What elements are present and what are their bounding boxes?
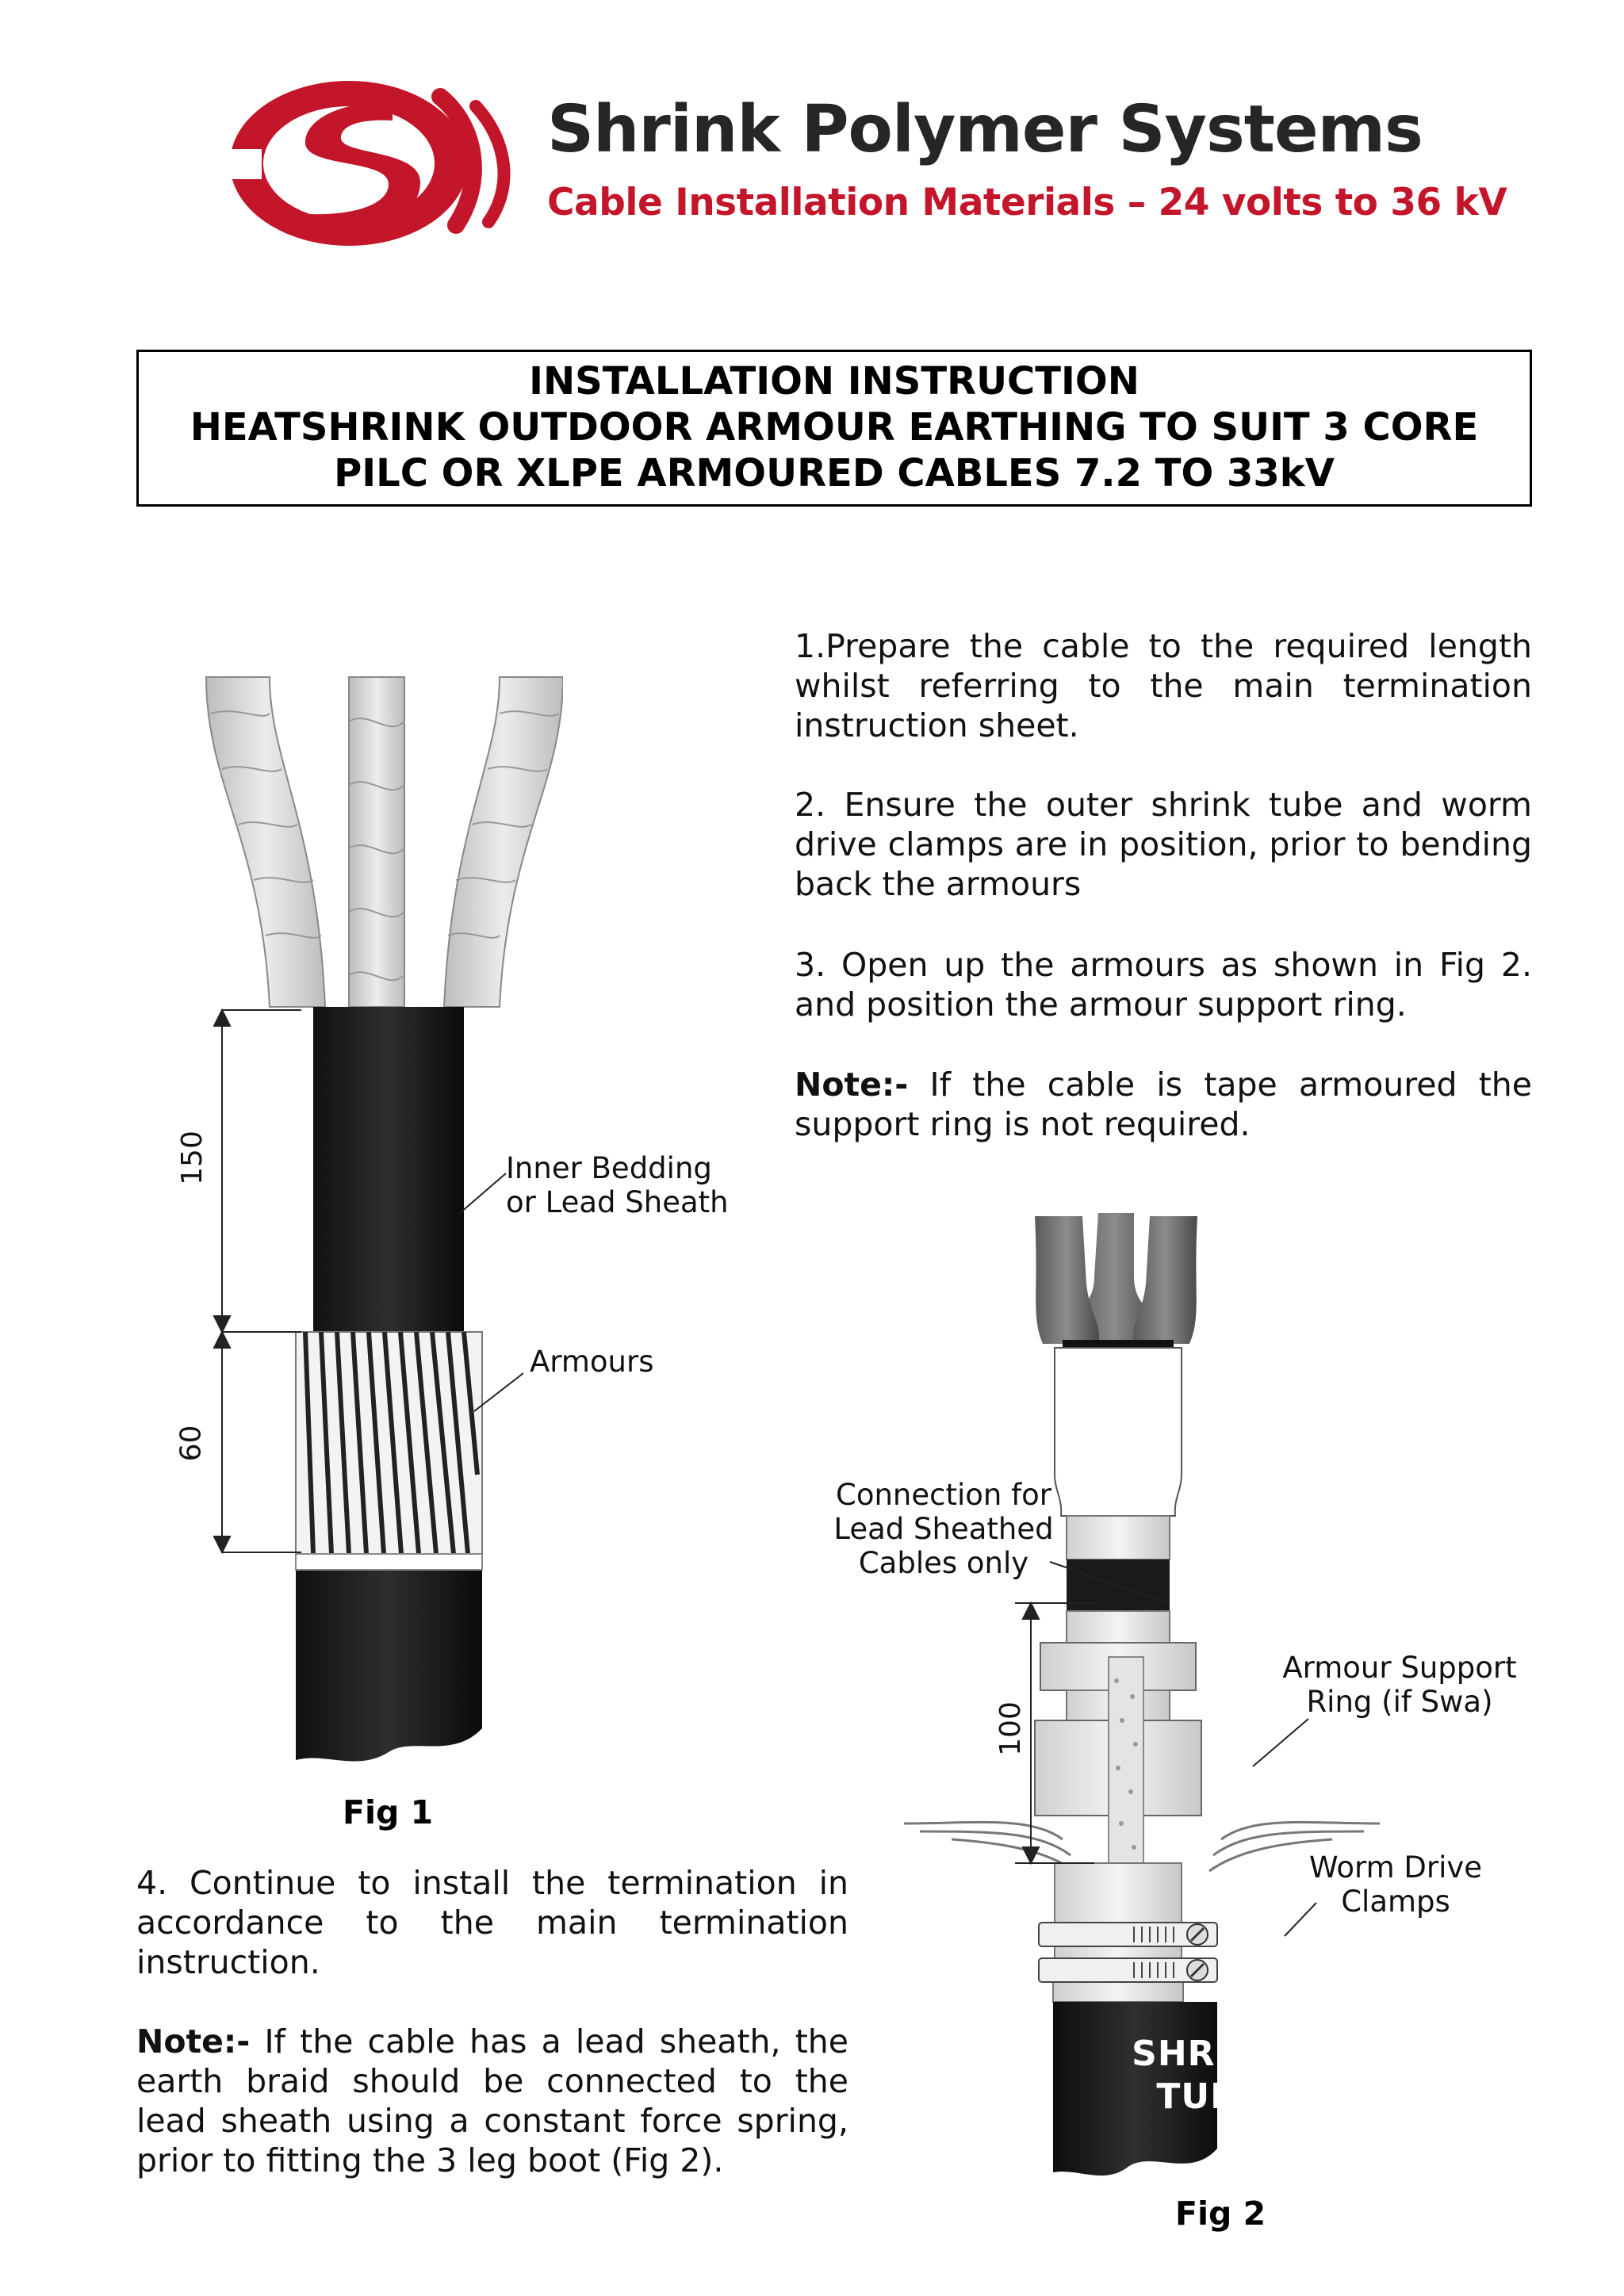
fig-2-label-worm-drive-clamps: Worm Drive Clamps xyxy=(1308,1850,1483,1919)
note-2 xyxy=(136,2022,848,2180)
title-line-3: PILC OR XLPE ARMOURED CABLES 7.2 TO 33kV xyxy=(334,451,1335,496)
step-2: 2. Ensure the outer shrink tube and worm drive clamps are in position, prior to bending back the armours xyxy=(795,786,1532,903)
note-1 xyxy=(795,1065,1532,1144)
fig-1-caption: Fig 1 xyxy=(343,1793,434,1831)
shrink-tube-label: SHRINK TUBE xyxy=(1132,2034,1287,2117)
note-2-label: Note:- xyxy=(136,2022,251,2061)
fig-1-label-inner-bedding: Inner Bedding or Lead Sheath xyxy=(506,1151,729,1219)
title-box xyxy=(136,350,1532,507)
step-4: 4. Continue to install the termination in accordance to the main termination instruction. xyxy=(136,1864,848,1981)
fig-2-caption: Fig 2 xyxy=(1175,2195,1266,2233)
company-logo xyxy=(230,70,515,260)
title-line-1: INSTALLATION INSTRUCTION xyxy=(529,359,1139,404)
fig-1-dimension-60: 60 xyxy=(174,1425,208,1462)
note-1-text: If the cable is tape armoured the support ring is not required. xyxy=(795,1066,1532,1143)
company-name: Shrink Polymer Systems xyxy=(547,92,1423,167)
fig-1-dimension-150: 150 xyxy=(175,1131,209,1185)
title-line-2: HEATSHRINK OUTDOOR ARMOUR EARTHING TO SUIT 3 CORE xyxy=(190,405,1479,450)
fig-2-label-connection: Connection for Lead Sheathed Cables only xyxy=(833,1478,1054,1580)
fig-1-dimension-lines xyxy=(190,999,333,1570)
note-1-label: Note:- xyxy=(795,1066,909,1104)
company-tagline: Cable Installation Materials – 24 volts to 36 kV xyxy=(547,181,1507,224)
fig-2-label-armour-support-ring: Armour Support Ring (if Swa) xyxy=(1282,1651,1517,1719)
note-2-text: If the cable has a lead sheath, the earth braid should be connected to the lead sheath using a constant force spring, prior to fitting the 3 leg boot (Fig 2). xyxy=(136,2022,848,2179)
step-3: 3. Open up the armours as shown in Fig 2. and position the armour support ring. xyxy=(795,946,1532,1024)
fig-1-label-armours: Armours xyxy=(530,1345,654,1379)
fig-2-dimension-100: 100 xyxy=(994,1701,1027,1756)
step-1: 1.Prepare the cable to the required length whilst referring to the main termination instruction sheet. xyxy=(795,627,1532,744)
